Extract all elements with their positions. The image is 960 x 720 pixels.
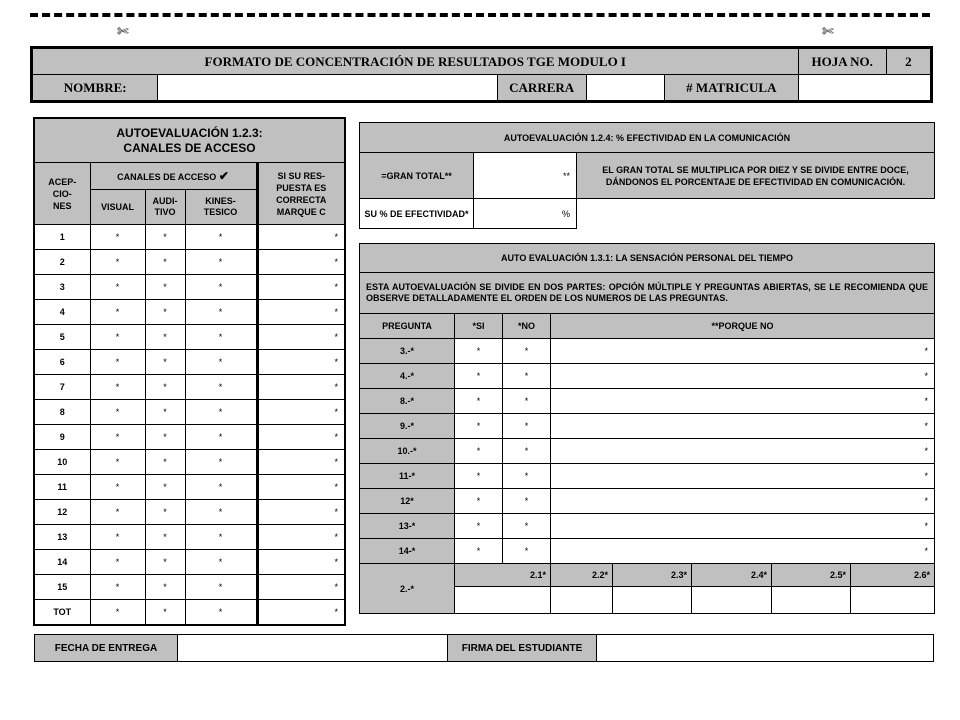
cut-line (30, 13, 930, 17)
fecha-entrega-label: FECHA DE ENTREGA (35, 635, 178, 662)
answer-cell[interactable]: * (185, 475, 257, 500)
answer-cell[interactable]: * (257, 350, 345, 375)
si-cell[interactable]: * (455, 389, 503, 414)
no-cell[interactable]: * (503, 464, 551, 489)
pregunta-cell: 8.-* (360, 389, 455, 414)
no-cell[interactable]: * (503, 364, 551, 389)
col-si: *SI (455, 314, 503, 339)
canales-title-line2: CANALES DE ACCESO (123, 141, 256, 155)
table-row (360, 539, 935, 564)
answer-cell[interactable]: * (145, 325, 185, 350)
answer-cell[interactable]: * (257, 500, 345, 525)
pregunta-cell: 11-* (360, 464, 455, 489)
q2-col: 2.3* (613, 564, 692, 587)
efectividad-description: EL GRAN TOTAL SE MULTIPLICA POR DIEZ Y SE DIVIDE ENTRE DOCE, DÁNDONOS EL PORCENTAJE DE EFECTIVIDAD EN COMUNICACIÓN. (577, 153, 935, 199)
row-number: 6 (34, 350, 90, 375)
gran-total-value[interactable]: ** (474, 153, 577, 199)
col-si-correcta: SI SU RES- PUESTA ES CORRECTA MARQUE C (257, 163, 345, 225)
footer-table (34, 634, 934, 662)
answer-cell[interactable]: * (145, 350, 185, 375)
answer-cell[interactable]: * (145, 250, 185, 275)
answer-cell[interactable]: * (257, 250, 345, 275)
q2-answer-cell[interactable] (772, 587, 851, 614)
table-row (34, 400, 345, 425)
table-row (34, 325, 345, 350)
q2-label: 2.-* (360, 564, 455, 614)
nombre-label: NOMBRE: (32, 75, 158, 102)
answer-cell[interactable]: * (185, 300, 257, 325)
row-number: 7 (34, 375, 90, 400)
row-number: 15 (34, 575, 90, 600)
answer-cell[interactable]: * (257, 225, 345, 250)
table-row (360, 464, 935, 489)
empty-cell (577, 199, 935, 229)
tiempo-table (359, 243, 935, 614)
tiempo-description: ESTA AUTOEVALUACIÓN SE DIVIDE EN DOS PARTES: OPCIÓN MÚLTIPLE Y PREGUNTAS ABIERTAS, SE LE RECOMIENDA QUE OBSERVE DETALLADAMENTE EL ORDEN DE LOS NUMEROS DE LAS PREGUNTAS. (360, 273, 935, 314)
col-canales (90, 163, 257, 190)
table-row (360, 364, 935, 389)
si-cell[interactable]: * (455, 514, 503, 539)
porque-no-cell[interactable]: * (551, 439, 935, 464)
q2-answer-cell[interactable] (455, 587, 551, 614)
answer-cell[interactable]: * (145, 475, 185, 500)
answer-cell[interactable]: * (185, 275, 257, 300)
answer-cell[interactable]: * (257, 325, 345, 350)
row-number: 8 (34, 400, 90, 425)
check-icon: ✔ (218, 169, 229, 183)
answer-cell[interactable]: * (145, 275, 185, 300)
answer-cell[interactable]: * (90, 400, 145, 425)
col-pregunta: PREGUNTA (360, 314, 455, 339)
answer-cell[interactable]: * (90, 225, 145, 250)
answer-cell[interactable]: * (257, 300, 345, 325)
row-number: 12 (34, 500, 90, 525)
answer-cell[interactable]: * (257, 400, 345, 425)
row-number: 13 (34, 525, 90, 550)
si-cell[interactable]: * (455, 364, 503, 389)
table-row (34, 550, 345, 575)
row-number: 9 (34, 425, 90, 450)
q2-answer-cell[interactable] (692, 587, 772, 614)
answer-cell[interactable]: * (90, 325, 145, 350)
row-number: 3 (34, 275, 90, 300)
table-row (360, 339, 935, 364)
su-efectividad-value[interactable]: % (474, 199, 577, 229)
answer-cell[interactable]: * (90, 600, 145, 626)
answer-cell[interactable]: * (90, 575, 145, 600)
row-number: 2 (34, 250, 90, 275)
table-row (34, 250, 345, 275)
porque-no-cell[interactable]: * (551, 389, 935, 414)
answer-cell[interactable]: * (257, 550, 345, 575)
pregunta-cell: 13-* (360, 514, 455, 539)
answer-cell[interactable]: * (145, 525, 185, 550)
canales-title-line1: AUTOEVALUACIÓN 1.2.3: (116, 126, 263, 140)
table-row (34, 500, 345, 525)
answer-cell[interactable]: * (90, 450, 145, 475)
table-row (34, 300, 345, 325)
table-row (360, 389, 935, 414)
answer-cell[interactable]: * (257, 575, 345, 600)
firma-field[interactable] (597, 635, 934, 662)
carrera-label: CARRERA (497, 75, 586, 102)
table-row (34, 375, 345, 400)
si-cell[interactable]: * (455, 464, 503, 489)
answer-cell[interactable]: * (185, 525, 257, 550)
scissors-icon: ✄ (822, 23, 834, 39)
answer-cell[interactable]: * (185, 350, 257, 375)
pregunta-cell: 14-* (360, 539, 455, 564)
col-porque-no: **PORQUE NO (551, 314, 935, 339)
canales-table (33, 117, 346, 626)
no-cell[interactable]: * (503, 489, 551, 514)
answer-cell[interactable]: * (90, 300, 145, 325)
si-cell[interactable]: * (455, 414, 503, 439)
scissors-icon: ✄ (117, 23, 129, 39)
col-no: *NO (503, 314, 551, 339)
q2-col: 2.4* (692, 564, 772, 587)
answer-cell[interactable]: * (145, 500, 185, 525)
answer-cell[interactable]: * (145, 225, 185, 250)
q2-col: 2.2* (551, 564, 613, 587)
col-acepciones: ACEP- CIO- NES (34, 163, 90, 225)
no-cell[interactable]: * (503, 514, 551, 539)
su-efectividad-label: SU % DE EFECTIVIDAD* (360, 199, 474, 229)
answer-cell[interactable]: * (145, 450, 185, 475)
gran-total-label: =GRAN TOTAL** (360, 153, 474, 199)
answer-cell[interactable]: * (185, 575, 257, 600)
answer-cell[interactable]: * (185, 400, 257, 425)
answer-cell[interactable]: * (257, 425, 345, 450)
answer-cell[interactable]: * (185, 425, 257, 450)
porque-no-cell[interactable]: * (551, 539, 935, 564)
answer-cell[interactable]: * (185, 250, 257, 275)
no-cell[interactable]: * (503, 339, 551, 364)
answer-cell[interactable]: * (90, 425, 145, 450)
table-row (34, 225, 345, 250)
answer-cell[interactable]: * (185, 550, 257, 575)
si-cell[interactable]: * (455, 539, 503, 564)
answer-cell[interactable]: * (257, 525, 345, 550)
q2-col: 2.5* (772, 564, 851, 587)
porque-no-cell[interactable]: * (551, 514, 935, 539)
tiempo-title: AUTO EVALUACIÓN 1.3.1: LA SENSACIÓN PERSONAL DEL TIEMPO (360, 244, 935, 273)
answer-cell[interactable]: * (90, 375, 145, 400)
q2-col: 2.6* (851, 564, 935, 587)
q2-answer-cell[interactable] (551, 587, 613, 614)
porque-no-cell[interactable]: * (551, 364, 935, 389)
answer-cell[interactable]: * (145, 425, 185, 450)
porque-no-cell[interactable]: * (551, 464, 935, 489)
answer-cell[interactable]: * (145, 400, 185, 425)
col-kinestesico: KINES- TESICO (185, 190, 257, 225)
table-row (360, 439, 935, 464)
matricula-field[interactable] (798, 75, 931, 102)
answer-cell[interactable]: * (90, 275, 145, 300)
q2-answer-cell[interactable] (851, 587, 935, 614)
hoja-label: HOJA NO. (798, 48, 886, 75)
answer-cell[interactable]: * (145, 300, 185, 325)
efectividad-title: AUTOEVALUACIÓN 1.2.4: % EFECTIVIDAD EN LA COMUNICACIÓN (360, 123, 935, 153)
row-number: 4 (34, 300, 90, 325)
no-cell[interactable]: * (503, 389, 551, 414)
porque-no-cell[interactable]: * (551, 414, 935, 439)
q2-col: 2.1* (455, 564, 551, 587)
nombre-field[interactable] (158, 75, 497, 102)
row-number: TOT (34, 600, 90, 626)
answer-cell[interactable]: * (90, 350, 145, 375)
col-canales-label: CANALES DE ACCESO (117, 172, 217, 182)
firma-label: FIRMA DEL ESTUDIANTE (448, 635, 597, 662)
pregunta-cell: 9.-* (360, 414, 455, 439)
answer-cell[interactable]: * (257, 375, 345, 400)
canales-title (34, 118, 345, 163)
efectividad-table (359, 122, 935, 229)
table-row (360, 514, 935, 539)
answer-cell[interactable]: * (185, 375, 257, 400)
no-cell[interactable]: * (503, 439, 551, 464)
table-row (34, 275, 345, 300)
pregunta-cell: 4.-* (360, 364, 455, 389)
si-cell[interactable]: * (455, 339, 503, 364)
si-cell[interactable]: * (455, 439, 503, 464)
answer-cell[interactable]: * (185, 225, 257, 250)
table-row (34, 450, 345, 475)
table-row (34, 425, 345, 450)
table-row (360, 489, 935, 514)
answer-cell[interactable]: * (90, 250, 145, 275)
no-cell[interactable]: * (503, 414, 551, 439)
answer-cell[interactable]: * (257, 600, 345, 626)
col-visual: VISUAL (90, 190, 145, 225)
row-number: 11 (34, 475, 90, 500)
row-number: 5 (34, 325, 90, 350)
answer-cell[interactable]: * (257, 475, 345, 500)
q2-answer-cell[interactable] (613, 587, 692, 614)
table-row (34, 600, 345, 626)
answer-cell[interactable]: * (90, 525, 145, 550)
carrera-field[interactable] (586, 75, 664, 102)
answer-cell[interactable]: * (145, 375, 185, 400)
row-number: 10 (34, 450, 90, 475)
row-number: 1 (34, 225, 90, 250)
table-row (360, 414, 935, 439)
row-number: 14 (34, 550, 90, 575)
table-row (34, 525, 345, 550)
table-row (34, 350, 345, 375)
answer-cell[interactable]: * (257, 450, 345, 475)
answer-cell[interactable]: * (90, 475, 145, 500)
answer-cell[interactable]: * (185, 600, 257, 626)
table-row (34, 475, 345, 500)
answer-cell[interactable]: * (257, 275, 345, 300)
pregunta-cell: 12* (360, 489, 455, 514)
pregunta-cell: 10.-* (360, 439, 455, 464)
answer-cell[interactable]: * (90, 550, 145, 575)
fecha-entrega-field[interactable] (178, 635, 448, 662)
porque-no-cell[interactable]: * (551, 339, 935, 364)
answer-cell[interactable]: * (145, 575, 185, 600)
si-cell[interactable]: * (455, 489, 503, 514)
header-table (30, 46, 933, 103)
hoja-value: 2 (886, 48, 931, 75)
pregunta-cell: 3.-* (360, 339, 455, 364)
matricula-label: # MATRICULA (665, 75, 798, 102)
no-cell[interactable]: * (503, 539, 551, 564)
porque-no-cell[interactable]: * (551, 489, 935, 514)
answer-cell[interactable]: * (90, 500, 145, 525)
form-title: FORMATO DE CONCENTRACIÓN DE RESULTADOS TGE MODULO I (32, 48, 799, 75)
col-auditivo: AUDI- TIVO (145, 190, 185, 225)
answer-cell[interactable]: * (145, 550, 185, 575)
answer-cell[interactable]: * (185, 500, 257, 525)
answer-cell[interactable]: * (185, 325, 257, 350)
answer-cell[interactable]: * (185, 450, 257, 475)
answer-cell[interactable]: * (145, 600, 185, 626)
table-row (34, 575, 345, 600)
